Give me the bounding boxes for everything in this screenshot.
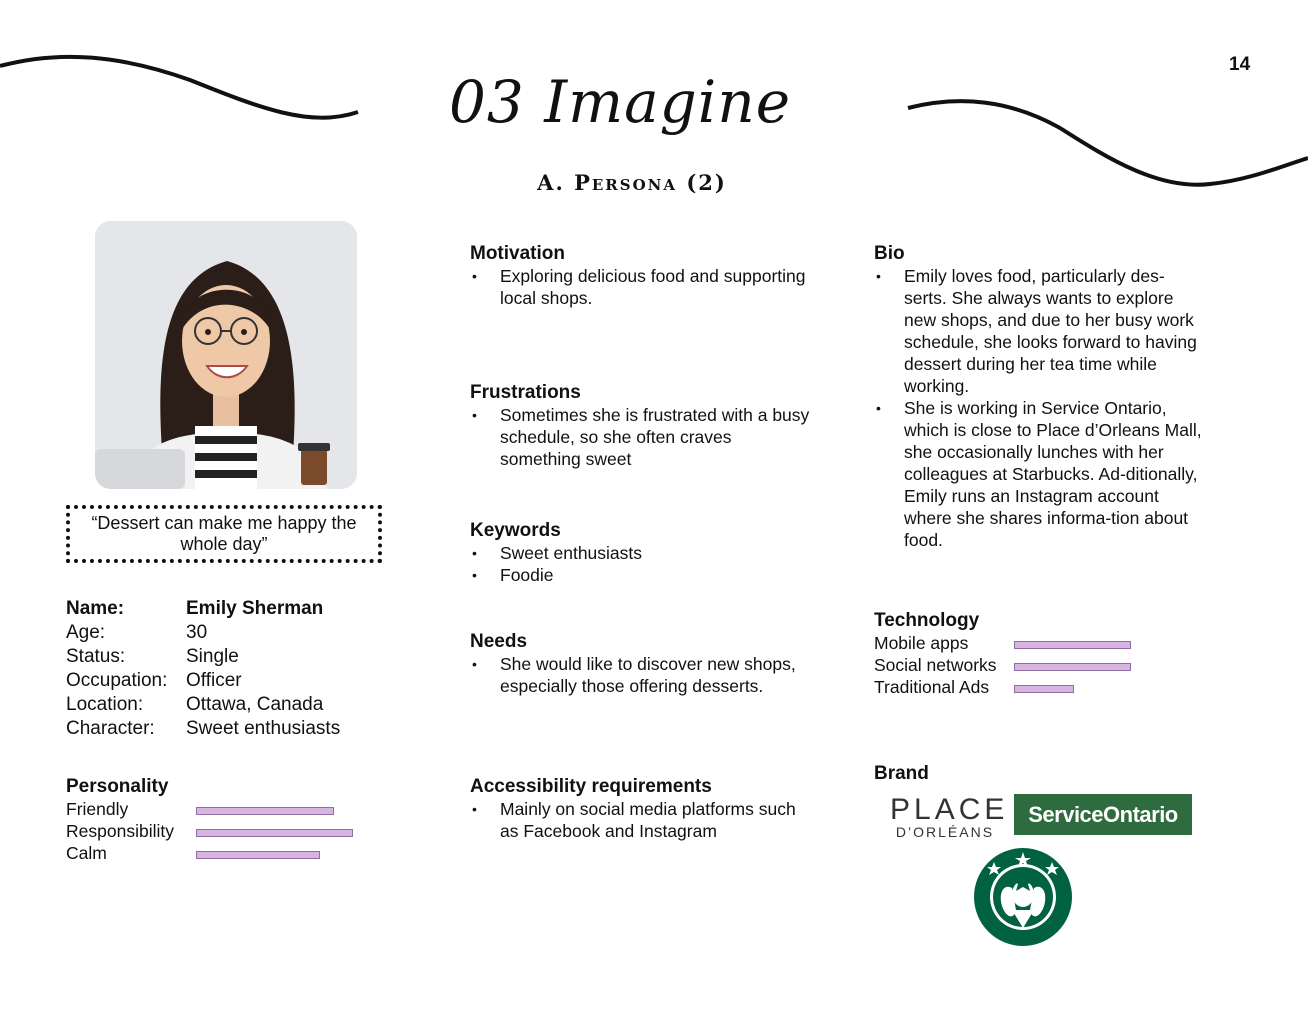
profile-row-status <box>66 645 340 669</box>
technology-heading: Technology <box>874 610 980 631</box>
technology-bar <box>1014 663 1131 671</box>
profile-row-occupation <box>66 669 340 693</box>
technology-label: Mobile apps <box>874 633 969 653</box>
motivation-item: • Exploring delicious food and supporting local shops. <box>470 265 810 309</box>
profile-value: Sweet enthusiasts <box>186 718 341 739</box>
personality-bar <box>196 851 320 859</box>
profile-label: Status: <box>66 646 126 667</box>
keywords-heading: Keywords <box>470 520 561 541</box>
personality-label: Friendly <box>66 799 129 819</box>
profile-row-character <box>66 717 340 741</box>
page-number: 14 <box>1229 54 1251 75</box>
technology-row <box>874 676 1154 698</box>
profile-label: Name: <box>66 598 125 619</box>
technology-bar <box>1014 641 1131 649</box>
place-dorleans-logo <box>890 793 1009 840</box>
motivation-heading: Motivation <box>470 243 565 264</box>
profile-label: Occupation: <box>66 670 168 691</box>
personality-bar <box>196 807 334 815</box>
personality-label: Calm <box>66 843 107 863</box>
persona-quote: “Dessert can make me happy the whole day” <box>66 505 382 563</box>
profile-label: Location: <box>66 694 144 715</box>
profile-value: 30 <box>186 622 208 643</box>
keywords-item: • Sweet enthusiasts <box>470 542 810 564</box>
personality-list <box>66 798 366 864</box>
brand-heading: Brand <box>874 763 929 784</box>
page-subtitle: A. Persona (2) <box>537 170 727 195</box>
accessibility-heading: Accessibility requirements <box>470 776 712 797</box>
personality-row <box>66 842 366 864</box>
keywords-section <box>470 520 810 586</box>
persona-photo <box>95 221 357 489</box>
profile-row-name <box>66 597 340 621</box>
accessibility-item: • Mainly on social media platforms such as Facebook and Instagram <box>470 798 810 842</box>
profile-label: Age: <box>66 622 106 643</box>
frustrations-heading: Frustrations <box>470 382 581 403</box>
keywords-item: • Foodie <box>470 564 810 586</box>
technology-label: Social networks <box>874 655 997 675</box>
profile-row-location <box>66 693 340 717</box>
personality-label: Responsibility <box>66 821 174 841</box>
personality-row <box>66 798 366 820</box>
needs-item: • She would like to discover new shops, especially those offering desserts. <box>470 653 810 697</box>
needs-section <box>470 631 810 697</box>
frustrations-item: • Sometimes she is frustrated with a busy schedule, so she often craves something sweet <box>470 404 810 470</box>
personality-row <box>66 820 366 842</box>
place-dorleans-logo-top: PLACE <box>890 793 1009 826</box>
page-title: 03 Imagine <box>448 68 792 136</box>
personality-heading: Personality <box>66 776 169 797</box>
bio-heading: Bio <box>874 243 905 264</box>
bio-item: • She is working in Service Ontario, which is close to Place d’Orleans Mall, she occasionally lunches with her colleagues at Starbucks. Ad-ditionally, Emily runs an Instagram account where she shares informa-tion about food. <box>874 397 1206 551</box>
service-ontario-logo: ServiceOntario <box>1014 794 1192 835</box>
starbucks-logo <box>974 848 1072 946</box>
technology-section <box>874 610 1154 698</box>
technology-row <box>874 632 1154 654</box>
profile-label: Character: <box>66 718 155 739</box>
personality-bar <box>196 829 353 837</box>
profile-info <box>66 597 340 741</box>
profile-row-age <box>66 621 340 645</box>
bio-item: • Emily loves food, particularly des-serts. She always wants to explore new shops, and due to her busy work schedule, she looks forward to having dessert during her tea time while working. <box>874 265 1206 397</box>
technology-bar <box>1014 685 1074 693</box>
place-dorleans-logo-bottom: D’ORLÉANS <box>895 824 995 840</box>
profile-value: Officer <box>186 670 242 691</box>
needs-heading: Needs <box>470 631 528 652</box>
personality-section <box>66 776 366 864</box>
technology-row <box>874 654 1154 676</box>
bio-section <box>874 243 1206 551</box>
technology-label: Traditional Ads <box>874 677 990 697</box>
frustrations-section <box>470 382 810 470</box>
profile-value: Ottawa, Canada <box>186 694 324 715</box>
profile-value: Single <box>186 646 239 667</box>
profile-value: Emily Sherman <box>186 598 324 619</box>
motivation-section <box>470 243 810 309</box>
technology-list <box>874 632 1154 698</box>
brand-section <box>874 763 929 785</box>
accessibility-section <box>470 776 810 842</box>
